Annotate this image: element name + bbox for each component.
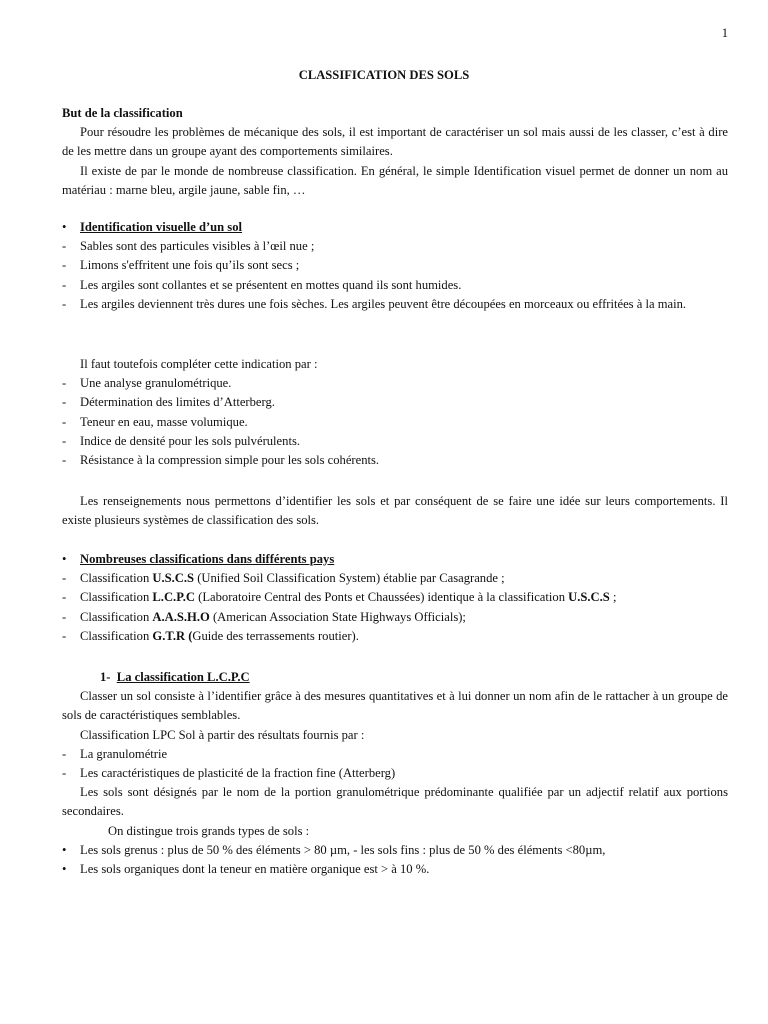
document-title: CLASSIFICATION DES SOLS	[298, 68, 470, 82]
list-item: - Résistance à la compression simple pour les sols cohérents.	[62, 451, 728, 470]
list-item: - Classification A.A.S.H.O (American Association State Highways Officials);	[62, 608, 728, 627]
section-heading: La classification L.C.P.C	[116, 670, 250, 684]
section-heading: Nombreuses classifications dans différents pays	[80, 552, 335, 566]
paragraph: Pour résoudre les problèmes de mécanique des sols, il est important de caractériser un sol mais aussi de les classer, c’est à dire de les mettre dans un groupe ayant des comportements similaires.	[62, 125, 728, 159]
list-item: - Sables sont des particules visibles à l’œil nue ;	[62, 237, 728, 256]
bullet-icon: •	[62, 843, 67, 858]
paragraph: Classer un sol consiste à l’identifier grâce à des mesures quantitatives et à lui donner un nom afin de le rattacher à un groupe de sols de caractéristiques semblables.	[62, 689, 728, 723]
section-heading: Identification visuelle d’un sol	[80, 220, 242, 234]
list-item: - Les argiles sont collantes et se présentent en mottes quand ils sont humides.	[62, 276, 728, 295]
list-item: - Indice de densité pour les sols pulvérulents.	[62, 432, 728, 451]
list-item: - Détermination des limites d’Atterberg.	[62, 393, 728, 412]
page-number: 1	[721, 26, 728, 40]
section-number: 1-	[100, 670, 111, 684]
bullet-icon: •	[62, 220, 67, 234]
bullet-heading	[62, 218, 728, 237]
list-item: - Classification L.C.P.C (Laboratoire Central des Ponts et Chaussées) identique à la classification U.S.C.S ;	[62, 588, 728, 607]
paragraph: Classification LPC Sol à partir des résultats fournis par :	[80, 727, 365, 742]
list-item: - Classification U.S.C.S (Unified Soil Classification System) établie par Casagrande ;	[62, 569, 728, 588]
section-visual-identification	[62, 218, 728, 314]
paragraph: Il existe de par le monde de nombreuse classification. En général, le simple Identification visuel permet de donner un nom au matériau : marne bleu, argile jaune, sable fin, …	[62, 163, 728, 197]
list-item: • Les sols grenus : plus de 50 % des éléments > 80 µm, - les sols fins : plus de 50 % des éléments <80µm,	[62, 841, 728, 860]
section-complements	[62, 355, 728, 470]
paragraph: Les sols sont désignés par le nom de la portion granulométrique prédominante qualifiée par un adjectif relatif aux portions secondaires.	[62, 785, 728, 819]
bullet-heading	[62, 550, 728, 569]
bullet-icon: •	[62, 552, 67, 566]
section-classifications	[62, 550, 728, 646]
list-item: - Teneur en eau, masse volumique.	[62, 413, 728, 432]
paragraph: Les renseignements nous permettons d’identifier les sols et par conséquent de se faire une idée sur leurs comportements. Il existe plusieurs systèmes de classification des sols.	[62, 494, 728, 528]
list-item: - Les caractéristiques de plasticité de la fraction fine (Atterberg)	[62, 764, 728, 783]
paragraph: On distingue trois grands types de sols :	[108, 824, 310, 838]
paragraph: Il faut toutefois compléter cette indication par :	[80, 357, 318, 371]
list-item: - La granulométrie	[62, 745, 728, 764]
bullet-icon: •	[62, 862, 67, 877]
list-item: - Limons s'effritent une fois qu’ils sont secs ;	[62, 256, 728, 275]
section-purpose	[62, 104, 728, 200]
list-item: - Une analyse granulométrique.	[62, 374, 728, 393]
section-lcpc	[62, 668, 728, 822]
list-item: • Les sols organiques dont la teneur en matière organique est > à 10 %.	[62, 860, 728, 879]
numbered-heading	[62, 668, 728, 687]
section-soil-types	[62, 822, 728, 880]
section-summary	[62, 492, 728, 530]
list-item: - Classification G.T.R (Guide des terrassements routier).	[62, 627, 728, 646]
section-heading: But de la classification	[62, 106, 183, 120]
list-item: - Les argiles deviennent très dures une fois sèches. Les argiles peuvent être découpées en morceaux ou effritées à la main.	[62, 295, 728, 314]
